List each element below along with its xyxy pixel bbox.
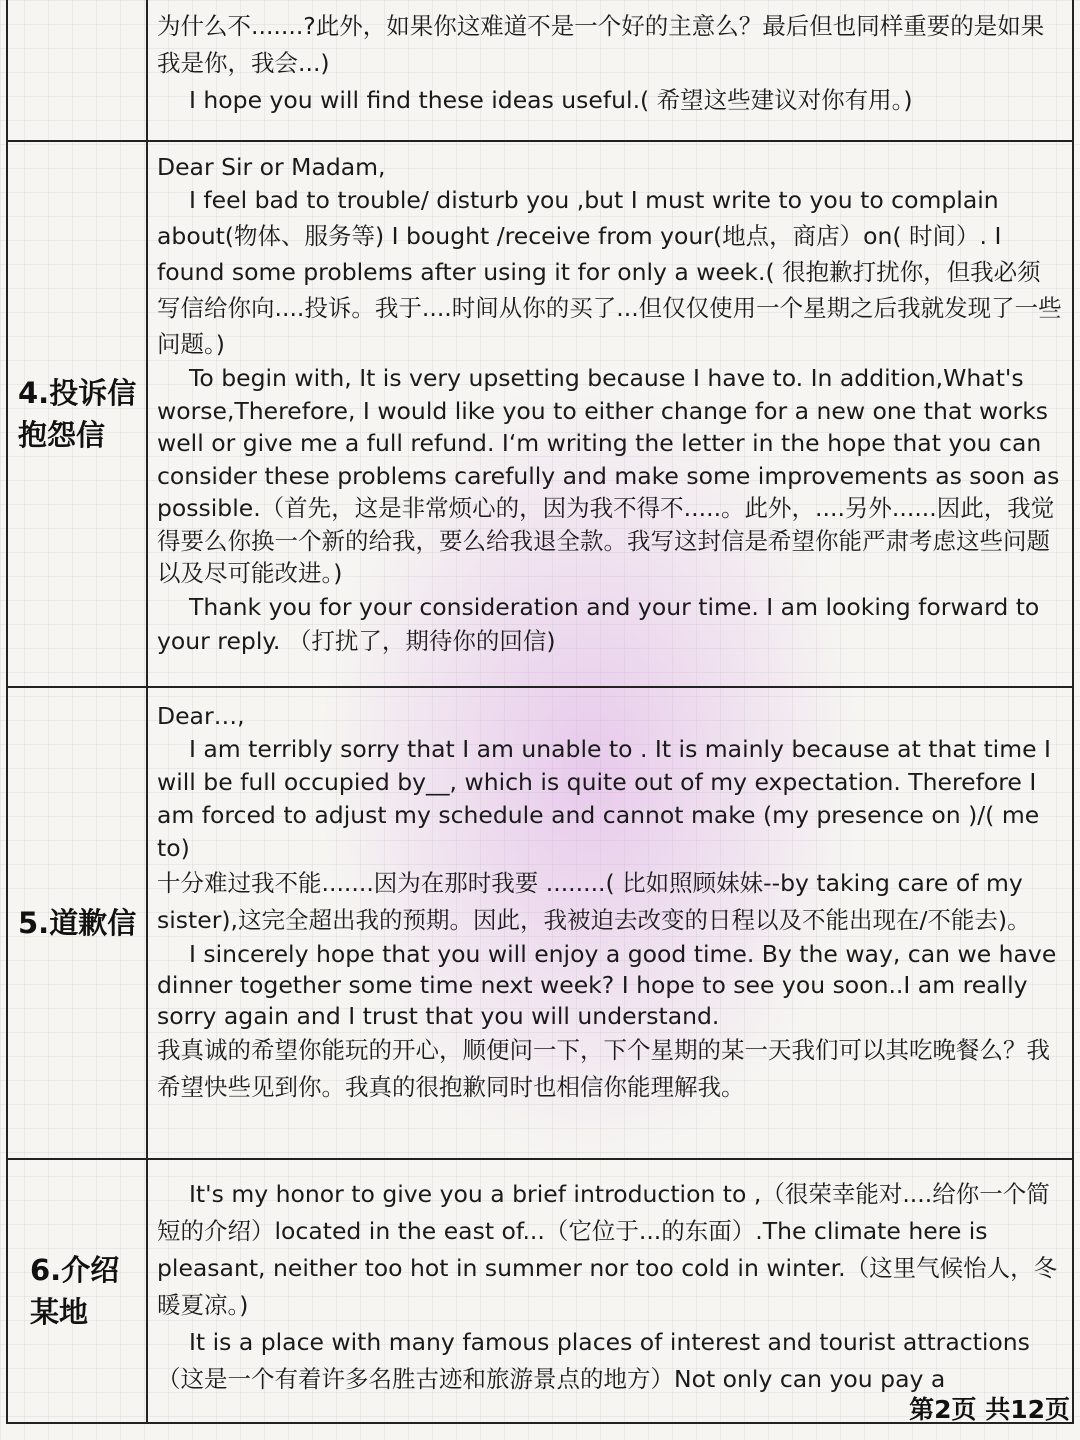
row-label-line: 4.投诉信 — [18, 376, 137, 410]
row-content — [148, 0, 1072, 140]
row-content — [148, 142, 1072, 686]
paragraph: I feel bad to trouble/ disturb you ,but I must write to you to complain about(物体、服务等) I bought /receive from your(地点，商店）on( 时间）. I found some problems after using it for only a week.( 很抱歉打扰你，但我必须写信给你向....投诉。我于....时间从你的买了...但仅仅使用一个星期之后我就发现了一些问题。) — [157, 186, 1062, 358]
row-label — [8, 688, 148, 1158]
paragraph: 十分难过我不能.......因为在那时我要 ........( 比如照顾妹妹--by taking care of my sister),这完全超出我的预期。因此，我被迫去改变的日程以及不能出现在/不能去)。 — [157, 869, 1031, 934]
row-label — [8, 142, 148, 686]
paragraph: It's my honor to give you a brief introduction to ,（很荣幸能对....给你一个简短的介绍）located in the east of...（它位于...的东面）.The climate here is pleasant, neither too hot in summer nor too cold in winter.（这里气候怡人，冬暖夏凉。) — [157, 1180, 1058, 1319]
paragraph: Thank you for your consideration and your time. I am looking forward to your reply. （打扰了，期待你的回信) — [157, 592, 1040, 655]
greeting: Dear…, — [157, 702, 245, 730]
row-label — [8, 1160, 148, 1422]
row-label-line: 某地 — [30, 1295, 89, 1329]
row-content — [148, 688, 1072, 1158]
greeting: Dear Sir or Madam, — [157, 153, 386, 181]
row-label-line: 5.道歉信 — [18, 906, 137, 940]
page-number: 第2页 共12页 — [909, 1395, 1070, 1424]
row-label-line: 6.介绍 — [30, 1253, 120, 1287]
table-row-complaint-letter — [8, 142, 1072, 688]
paragraph: I sincerely hope that you will enjoy a good time. By the way, can we have dinner together some time next week? I hope to see you soon..I am really sorry again and I trust that you will understand. — [157, 940, 1057, 1030]
paragraph: I hope you will find these ideas useful.( 希望这些建议对你有用。) — [189, 86, 913, 114]
template-table — [6, 0, 1074, 1424]
paragraph: 为什么不.......?此外，如果你这难道不是一个好的主意么？最后但也同样重要的是如果我是你，我会...) — [157, 12, 1045, 77]
paragraph: To begin with, It is very upsetting because I have to. In addition,What's worse,Therefore, I would like you to either change for a new one that works well or give me a full refund. I‘m writing the letter in the hope that you can consider these problems carefully and make some improvements as soon as possible.（首先，这是非常烦心的，因为我不得不.....。此外，....另外......因此，我觉得要么你换一个新的给我，要么给我退全款。我写这封信是希望你能严肃考虑这些问题以及尽可能改进。) — [157, 364, 1060, 587]
row-label-empty — [8, 0, 148, 140]
paragraph: I am terribly sorry that I am unable to . It is mainly because at that time I will be full occupied by__, which is quite out of my expectation. Therefore I am forced to adjust my schedule and cannot make (my presence on )/( me to) — [157, 735, 1051, 862]
table-row-continuation — [8, 0, 1072, 142]
paragraph: 我真诚的希望你能玩的开心，顺便问一下，下个星期的某一天我们可以其吃晚餐么？我希望快些见到你。我真的很抱歉同时也相信你能理解我。 — [157, 1036, 1050, 1101]
table-row-apology-letter — [8, 688, 1072, 1160]
paragraph: It is a place with many famous places of interest and tourist attractions（这是一个有着许多名胜古迹和旅游景点的地方）Not only can you pay a — [157, 1328, 1030, 1393]
table-row-introduce-place — [8, 1160, 1072, 1422]
row-content — [148, 1160, 1072, 1422]
row-label-line: 抱怨信 — [18, 418, 106, 452]
